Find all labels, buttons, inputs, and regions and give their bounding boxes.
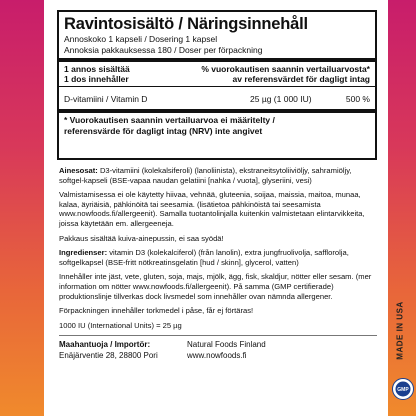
allergen-note-sv: Innehåller inte jäst, vete, gluten, soja, majs, mjölk, ägg, fisk, skaldjur, nötter eller sesam. (mer information om nötter www.nowfoods.fi/allergeenit). På samma (GMP certifierade) produktionslinje tillverkas dock livsmedel som innehåller ovan nämnda allergener.: [59, 272, 372, 301]
serving-size: Annoskoko 1 kapseli / Dosering 1 kapsel: [64, 34, 218, 44]
desiccant-note-fi: Pakkaus sisältää kuiva-ainepussin, ei saa syödä!: [59, 233, 224, 243]
thick-divider: [59, 58, 375, 62]
servings-per-container: Annoksia pakkauksessa 180 / Doser per förpackning: [64, 44, 263, 55]
facts-title: Ravintosisältö / Näringsinnehåll: [64, 15, 308, 33]
importer-label: Maahantuoja / Importör:: [59, 340, 151, 350]
ingredients-sv: Ingredienser: vitamin D3 (kolekalciferol) (från lanolin), extra jungfruolivolja, safflorolja, softgelkapsel (BSE-fritt nötkreatinsgelatin [hud / skinn], glycerol, vatten): [59, 248, 349, 267]
nutrient-amount: 25 µg (1 000 IU): [250, 94, 312, 104]
gmp-seal-text: GMP: [397, 387, 409, 393]
importer-website: www.nowfoods.fi: [187, 351, 247, 361]
thin-divider: [59, 86, 375, 87]
nutrient-daily-value: 500 %: [345, 94, 370, 104]
footnote: * Vuorokautisen saannin vertailuarvoa ei määritelty / referensvärde för dagligt intag (NRV) inte angivet: [64, 115, 275, 136]
desiccant-note-sv: Förpackningen innehåller torkmedel i påse, får ej förtäras!: [59, 306, 254, 316]
address-row: [59, 351, 377, 361]
iu-conversion: 1000 IU (International Units) = 25 µg: [59, 320, 182, 330]
gmp-seal-icon: [392, 378, 414, 400]
allergen-note-fi: Valmistamisessa ei ole käytetty hiivaa, vehnää, gluteenia, soijaa, maissia, maitoa, munaa, kalaa, äyriäisiä, pähkinöitä tai seesamia. (lisätietoa pähkinöistä tai seesamista www.nowfoods.fi/allergeenit). Samalla tuotantolinjalla kuitenkin valmistetaan elintarvikkeita, joissa käytetään em. allergeeneja.: [59, 190, 365, 228]
label-body-text: [59, 166, 377, 362]
nutrient-row: [64, 89, 370, 106]
nutrition-facts-box: [57, 10, 377, 160]
column-header-left: 1 annos sisältää 1 dos innehåller: [64, 64, 130, 84]
divider: [59, 335, 377, 336]
importer-name: Natural Foods Finland: [187, 340, 266, 350]
column-header-row: [64, 64, 370, 84]
ingredients-fi: Ainesosat: D3-vitamiini (kolekalsiferoli) (lanoliinista), ekstraneitsytoliiviöljy, sahramiöljy, softgel-kapseli (BSE-vapaa naudan gelatiini [nahka / vuota], glyseriini, vesi): [59, 166, 352, 185]
importer-address: Enäjärventie 28, 28800 Pori: [59, 351, 158, 361]
column-header-right: % vuorokautisen saannin vertailuarvosta* av referensvärdet för dagligt intag: [201, 64, 370, 84]
made-in-usa: MADE IN USA: [395, 300, 405, 360]
supplement-label: [44, 0, 388, 416]
importer-row: [59, 340, 377, 350]
nutrient-name: D-vitamiini / Vitamin D: [64, 94, 148, 104]
thick-divider-bottom: [59, 109, 375, 113]
